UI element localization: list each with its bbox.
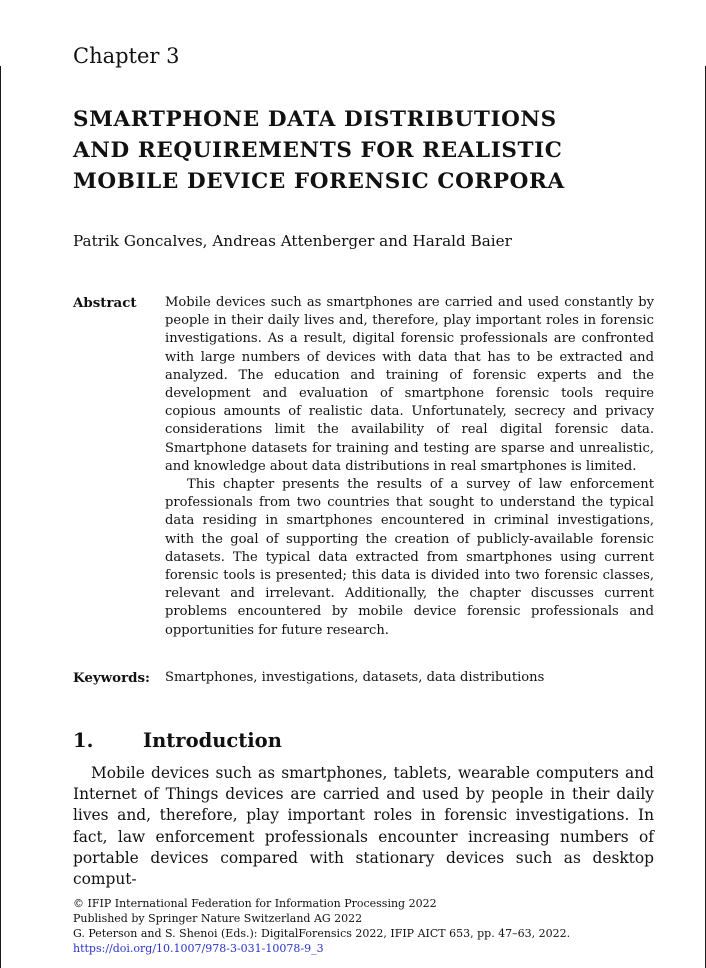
publication-footer — [73, 896, 673, 956]
publisher-line: Published by Springer Nature Switzerland AG 2022 — [73, 912, 363, 925]
page-edge-left — [0, 66, 1, 968]
doi-link[interactable]: https://doi.org/10.1007/978-3-031-10078-9_3 — [73, 942, 324, 955]
intro-paragraph: Mobile devices such as smartphones, tablets, wearable computers and Internet of Things devices are carried and used by people in their daily lives and, therefore, play important roles in forensic investigations. In fact, law enforcement professionals encounter increasing numbers of portable devices compared with stationary devices such as desktop comput- — [73, 764, 654, 889]
section-heading — [73, 729, 282, 752]
abstract-paragraph: Mobile devices such as smartphones are carried and used constantly by people in their daily lives and, therefore, play important roles in forensic investigations. As a result, digital forensic professionals are confronted with large numbers of devices with data that has to be extracted and analyzed. The education and training of forensic experts and the development and evaluation of smartphone forensic tools require copious amounts of realistic data. Unfortunately, secrecy and privacy considerations limit the availability of real digital forensic data. Smartphone datasets for training and testing are sparse and unrealistic, and knowledge about data distributions in real smartphones is limited. — [165, 295, 654, 474]
abstract-label: Abstract — [73, 295, 137, 311]
title-line: AND REQUIREMENTS FOR REALISTIC — [73, 138, 563, 163]
keywords-label: Keywords: — [73, 670, 151, 686]
citation-line: G. Peterson and S. Shenoi (Eds.): DigitalForensics 2022, IFIP AICT 653, pp. 47–63, 2022. — [73, 927, 571, 940]
section-title: Introduction — [143, 729, 282, 752]
author-list: Patrik Goncalves, Andreas Attenberger and Harald Baier — [73, 232, 512, 250]
chapter-label: Chapter 3 — [73, 44, 180, 68]
title-line: MOBILE DEVICE FORENSIC CORPORA — [73, 169, 565, 194]
abstract-paragraph: This chapter presents the results of a survey of law enforcement professionals from two countries that sought to understand the typical data residing in smartphones encountered in criminal investigations, with the goal of supporting the creation of publicly-available forensic datasets. The typical data extracted from smartphones using current forensic tools is presented; this data is divided into two forensic classes, relevant and irrelevant. Additionally, the chapter discusses current problems encountered by mobile device forensic professionals and opportunities for future research. — [165, 477, 654, 638]
paper-title — [73, 104, 673, 197]
keywords-text: Smartphones, investigations, datasets, data distributions — [165, 670, 545, 685]
title-line: SMARTPHONE DATA DISTRIBUTIONS — [73, 107, 557, 132]
abstract-body — [165, 294, 654, 640]
section-number: 1. — [73, 729, 94, 752]
copyright-line: © IFIP International Federation for Information Processing 2022 — [73, 897, 437, 910]
